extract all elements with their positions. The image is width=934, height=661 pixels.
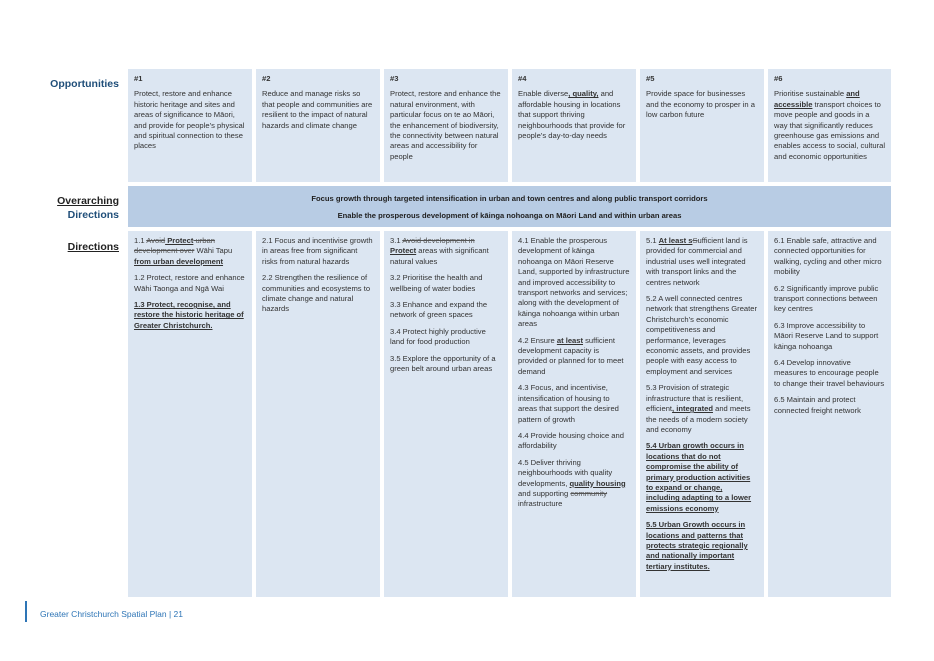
direction-6-4: 6.4 Develop innovative measures to encourage people to change their travel behaviours	[774, 358, 885, 388]
inserted-text: 5.5 Urban Growth occurs in locations and patterns that protects strategic regionally and nationally important tertiary institutes.	[646, 520, 748, 571]
opportunity-text	[774, 89, 885, 162]
direction-6-3: 6.3 Improve accessibility to Māori Reserve Land to support kāinga nohoanga	[774, 320, 879, 351]
deleted-text: community	[570, 488, 608, 498]
inserted-text: from urban development	[134, 256, 224, 266]
opportunity-text	[518, 89, 630, 141]
text-run: infrastructure	[518, 499, 563, 509]
directions-cell-3	[384, 231, 508, 597]
direction-1-3	[134, 300, 246, 331]
direction-6-5: 6.5 Maintain and protect connected freight network	[774, 395, 861, 415]
opportunity-text: Provide space for businesses and the economy to prosper in a low carbon future	[646, 89, 755, 120]
directions-cell-2	[256, 231, 380, 597]
direction-4-5	[518, 458, 630, 510]
direction-5-4	[646, 441, 758, 514]
inserted-text: quality housing	[569, 478, 626, 488]
text-run: 5.3 Provision of strategic infrastructure that is resilient, efficient	[646, 383, 744, 414]
text-run: 4.2 Ensure	[518, 335, 557, 345]
overarching-direction-2: Enable the prosperous development of kāinga nohoanga on Māori Land and within urban areas	[337, 211, 682, 220]
inserted-text: Protect	[390, 246, 417, 256]
inserted-text: and accessible	[774, 89, 860, 109]
directions-cell-1	[128, 231, 252, 597]
text-run: Enable diverse	[518, 89, 569, 99]
opportunity-number: #2	[262, 74, 271, 83]
inserted-text: at least	[556, 335, 584, 345]
direction-3-3: 3.3 Enhance and expand the network of green spaces	[390, 300, 488, 320]
text-run: transport choices to move people and goods in a way that significantly reduces greenhouse gas emissions and enables access to social, cultural and economic opportunities	[774, 99, 886, 161]
opportunity-text: Reduce and manage risks so that people and communities are resilient to the impact of natural hazards and climate change	[262, 89, 373, 130]
opportunities-label: Opportunities	[50, 78, 119, 90]
opportunity-number: #1	[134, 74, 143, 83]
direction-4-2	[518, 336, 630, 378]
text-run: and meets the needs of a modern society and economy	[646, 404, 751, 434]
text-run: and supporting	[518, 488, 571, 498]
footer-accent-bar	[25, 601, 27, 622]
opportunity-cell-3	[384, 69, 508, 182]
direction-6-2: 6.2 Significantly improve public transport connections between key centres	[774, 283, 879, 314]
text-run: 4.5 Deliver thriving neighbourhoods with quality developments,	[518, 457, 613, 488]
opportunity-cell-2	[256, 69, 380, 182]
text-run: and affordable housing in locations that support thriving neighbourhoods that provide for people’s day-to-day needs	[518, 89, 626, 141]
opportunity-cell-4	[512, 69, 636, 182]
opportunity-text: Protect, restore and enhance the natural environment, with particular focus on te ao Māori, the enhancement of biodiversity, the connectivity between natural areas and accessibility for people	[390, 89, 501, 161]
opportunity-cell-6	[768, 69, 891, 182]
overarching-directions-band	[128, 186, 891, 227]
direction-5-5	[646, 520, 758, 572]
direction-5-3	[646, 383, 758, 435]
direction-6-1: 6.1 Enable safe, attractive and connected opportunities for walking, cycling and other micro mobility	[774, 236, 882, 277]
deleted-text: Avoid	[146, 236, 166, 245]
text-run: Prioritise sustainable	[774, 89, 847, 99]
opportunity-text: Protect, restore and enhance historic heritage and sites and areas of significance to Māori, and provide for people’s physical and spiritual connection to these places	[134, 89, 245, 151]
page-footer: Greater Christchurch Spatial Plan | 21	[40, 609, 183, 619]
overarching-label-line2: Directions	[67, 209, 119, 221]
directions-cell-6	[768, 231, 891, 597]
opportunity-number: #3	[390, 74, 399, 83]
opportunity-cell-5	[640, 69, 764, 182]
inserted-text: , integrated	[672, 404, 713, 414]
opportunity-number: #6	[774, 74, 783, 83]
direction-3-1	[390, 236, 502, 267]
direction-5-1	[646, 236, 758, 288]
directions-label: Directions	[67, 241, 119, 253]
text-run: 3.1	[390, 236, 403, 245]
opportunity-number: #5	[646, 74, 655, 83]
direction-2-2: 2.2 Strengthen the resilience of communities and ecosystems to climate change and natural hazards	[262, 273, 371, 314]
deleted-text: urban development over	[134, 236, 215, 256]
inserted-text: , quality,	[568, 89, 599, 99]
opportunity-cell-1	[128, 69, 252, 182]
direction-3-5: 3.5 Explore the opportunity of a green belt around urban areas	[390, 353, 496, 374]
text-run: 5.1	[646, 236, 659, 245]
direction-1-2: 1.2 Protect, restore and enhance Wāhi Taonga and Ngā Wai	[134, 273, 245, 293]
inserted-text: 5.4 Urban growth occurs in locations that do not compromise the ability of primary production activities to expand or change, including adapting to a lower emissions economy	[646, 441, 752, 513]
direction-4-4: 4.4 Provide housing choice and affordability	[518, 430, 624, 451]
overarching-directions-label	[57, 194, 119, 222]
directions-cell-5	[640, 231, 764, 597]
text-run: areas with significant natural values	[390, 246, 489, 266]
text-run: ufficient land is provided for commercial and industrial uses well integrated with transport links and the centres network	[646, 236, 748, 287]
direction-2-1: 2.1 Focus and incentivise growth in areas free from significant risks from natural hazards	[262, 236, 373, 266]
direction-3-2: 3.2 Prioritise the health and wellbeing of water bodies	[390, 273, 483, 293]
direction-3-4: 3.4 Protect highly productive land for food production	[390, 326, 486, 347]
overarching-label-line1: Overarching	[57, 195, 119, 207]
text-run: 1.1	[134, 236, 147, 245]
direction-4-3: 4.3 Focus, and incentivise, intensification of housing to areas that support the desired pattern of growth	[518, 383, 619, 424]
deleted-text: S	[692, 236, 698, 245]
text-run: Wāhi Tapu	[194, 246, 233, 256]
direction-1-1	[134, 236, 246, 267]
overarching-direction-1: Focus growth through targeted intensification in urban and town centres and along public transport corridors	[311, 194, 708, 203]
direction-5-2: 5.2 A well connected centres network that strengthens Greater Christchurch’s economic competitiveness and performance, leverages economic assets, and provides people with easy access to employment and services	[646, 294, 758, 376]
deleted-text: Avoid development in	[402, 236, 475, 245]
inserted-text: At least s	[658, 236, 693, 245]
direction-4-1: 4.1 Enable the prosperous development of kāinga nohoanga on Māori Reserve Land, supported by infrastructure and improved accessibility to transport networks and services; along with the development of kāinga nohoanga within urban areas	[518, 236, 630, 329]
inserted-text: Protect	[165, 236, 194, 245]
text-run: sufficient development capacity is provided or planned for to meet demand	[518, 335, 624, 376]
inserted-text: 1.3 Protect, recognise, and restore the historic heritage of Greater Christchurch.	[134, 300, 244, 330]
opportunity-number: #4	[518, 74, 527, 83]
directions-cell-4	[512, 231, 636, 597]
